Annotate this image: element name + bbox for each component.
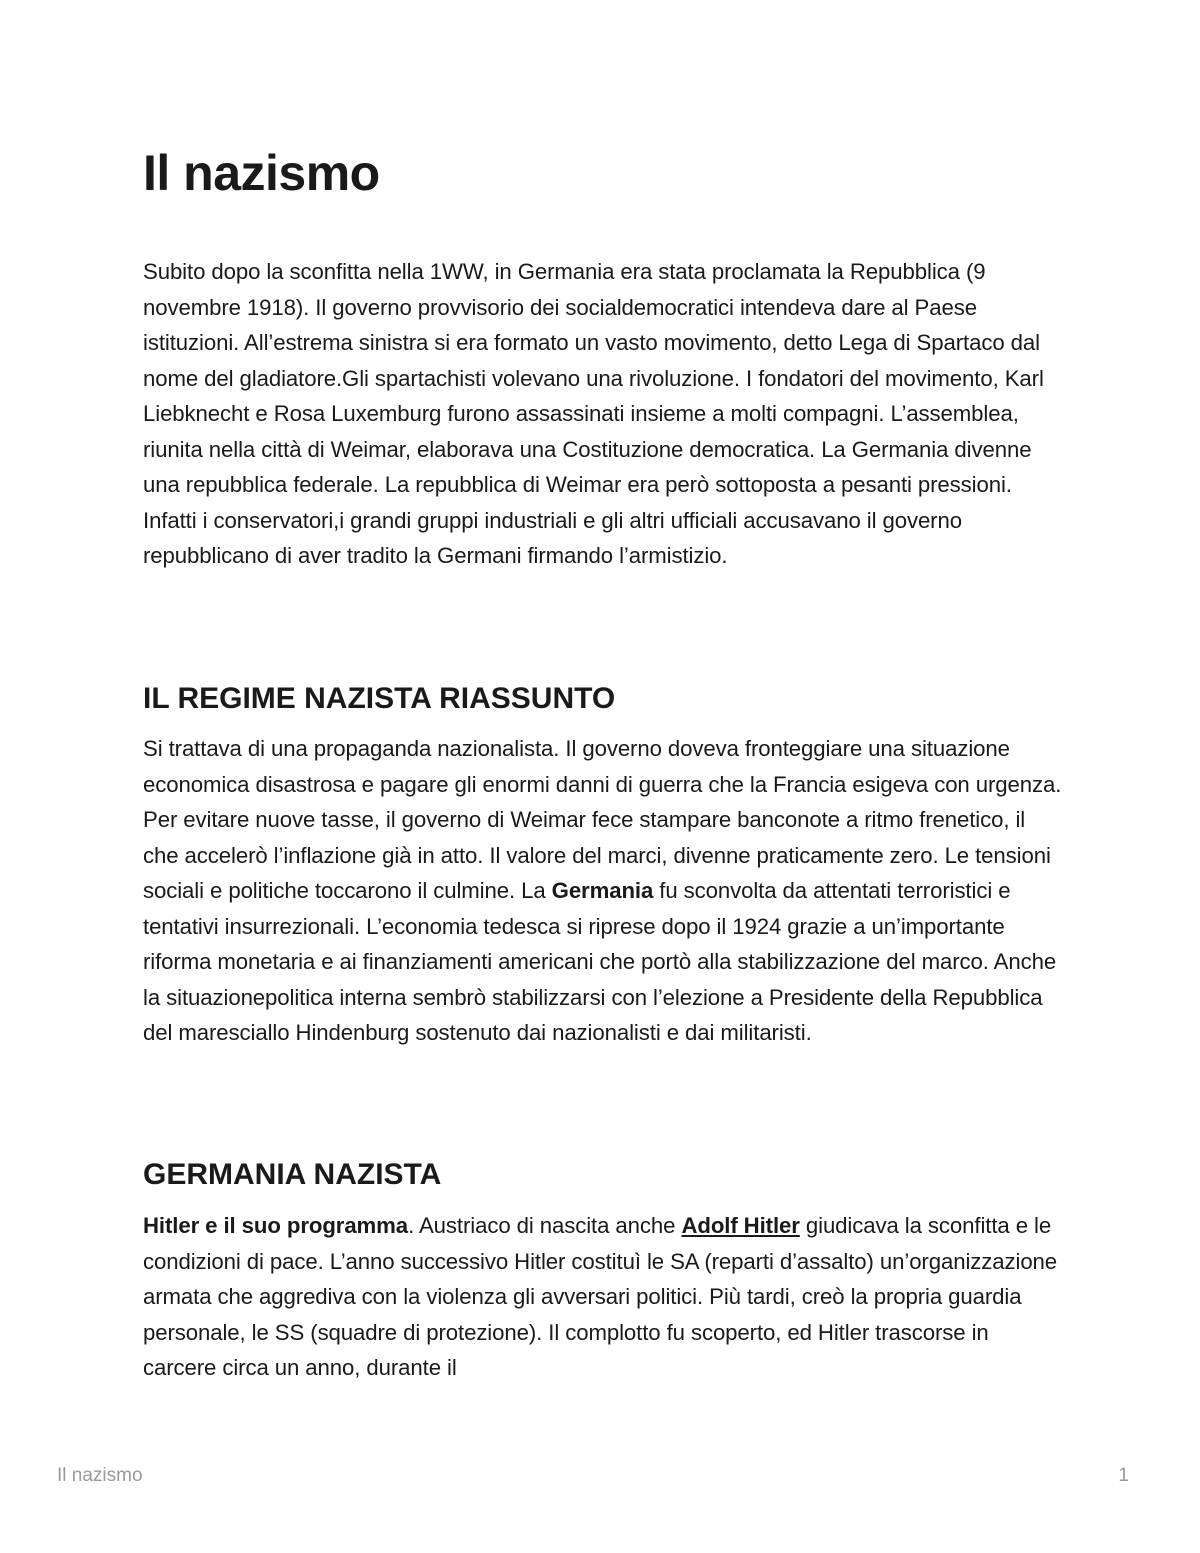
germania-paragraph	[143, 1208, 1063, 1386]
germania-text-before: . Austriaco di nascita anche	[408, 1213, 682, 1238]
adolf-hitler-link[interactable]: Adolf Hitler	[681, 1213, 800, 1238]
regime-text-after: fu sconvolta da attentati terroristici e tentativi insurrezionali. L’economia tedesca si riprese dopo il 1924 grazie a un’importante riforma monetaria e ai finanziamenti americani che portò alla stabilizzazione del marco. Anche la situazionepolitica interna sembrò stabilizzarsi con l’elezione a Presidente della Repubblica del maresciallo Hindenburg sostenuto dai nazionalisti e dai militaristi.	[143, 878, 1057, 1045]
germania-text-after: giudicava la sconfitta e le condizioni di pace. L’anno successivo Hitler costituì le SA (reparti d’assalto) un’organizzazione armata che aggrediva con la violenza gli avversari politici. Più tardi, creò la propria guardia personale, le SS (squadre di protezione). Il complotto fu scoperto, ed Hitler trascorse in carcere circa un anno, durante il	[143, 1213, 1058, 1380]
section-heading-regime: IL REGIME NAZISTA RIASSUNTO	[143, 682, 616, 715]
section-heading-germania: GERMANIA NAZISTA	[143, 1158, 442, 1191]
regime-paragraph	[143, 731, 1063, 1051]
footer-document-title: Il nazismo	[57, 1465, 143, 1486]
regime-text-before: Si trattava di una propaganda nazionalista. Il governo doveva fronteggiare una situazione economica disastrosa e pagare gli enormi danni di guerra che la Francia esigeva con urgenza. Per evitare nuove tasse, il governo di Weimar fece stampare banconote a ritmo frenetico, il che accelerò l’inflazione già in atto. Il valore del marci, divenne praticamente zero. Le tensioni sociali e politiche toccarono il culmine. La	[143, 736, 1062, 903]
footer-page-number: 1	[1118, 1465, 1129, 1486]
germania-bold-term: Germania	[551, 878, 654, 903]
intro-paragraph: Subito dopo la sconfitta nella 1WW, in Germania era stata proclamata la Repubblica (9 novembre 1918). Il governo provvisorio dei socialdemocratici intendeva dare al Paese istituzioni. All’estrema sinistra si era formato un vasto movimento, detto Lega di Spartaco dal nome del gladiatore.Gli spartachisti volevano una rivoluzione. I fondatori del movimento, Karl Liebknecht e Rosa Luxemburg furono assassinati insieme a molti compagni. L’assemblea, riunita nella città di Weimar, elaborava una Costituzione democratica. La Germania divenne una repubblica federale. La repubblica di Weimar era però sottoposta a pesanti pressioni. Infatti i conservatori,i grandi gruppi industriali e gli altri ufficiali accusavano il governo repubblicano di aver tradito la Germani firmando l’armistizio.	[143, 259, 1044, 568]
document-title: Il nazismo	[143, 145, 380, 201]
hitler-program-bold: Hitler e il suo programma	[143, 1213, 409, 1238]
